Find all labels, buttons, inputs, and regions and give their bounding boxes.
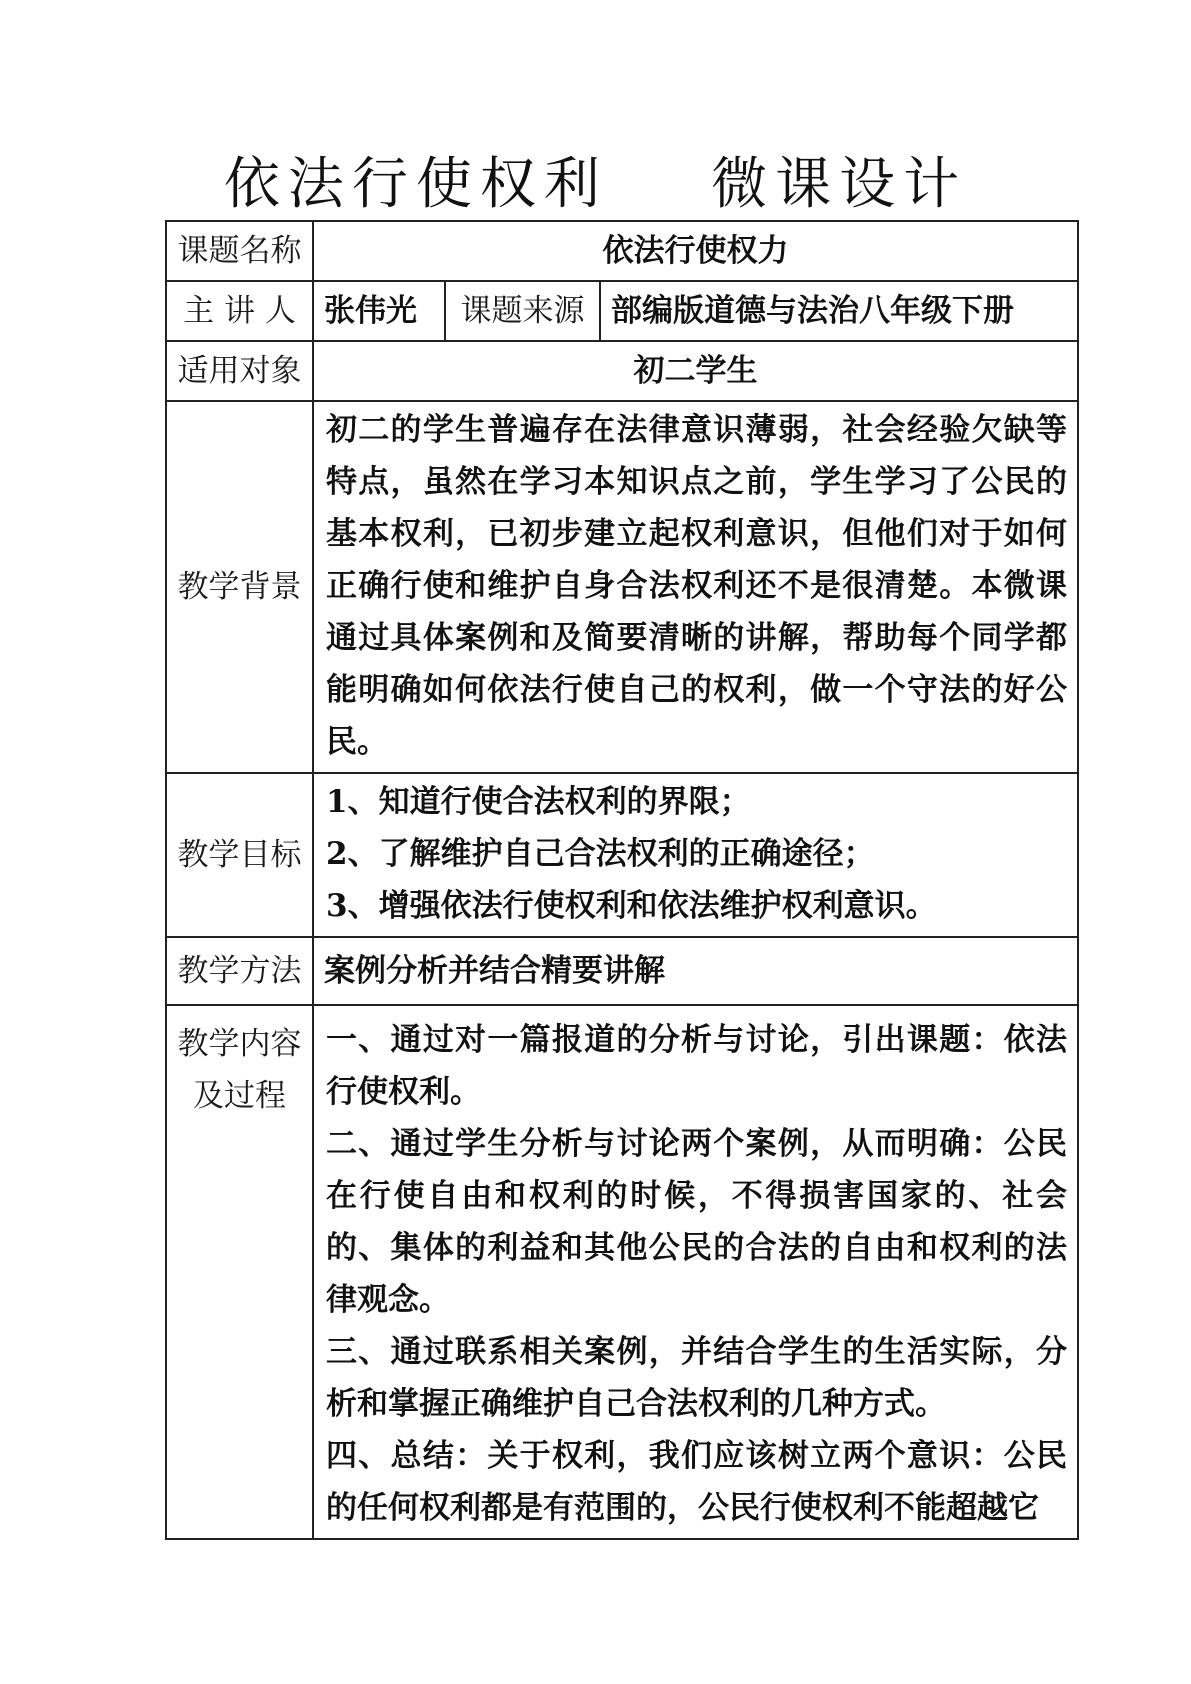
row-content bbox=[166, 1005, 1078, 1539]
lesson-design-table bbox=[165, 220, 1079, 1540]
page-title: 依法行使权利 微课设计 bbox=[223, 152, 968, 217]
row-goals bbox=[166, 773, 1078, 937]
content-steps bbox=[313, 1005, 1078, 1539]
lecturer-label: 主 讲 人 bbox=[166, 281, 313, 341]
row-background bbox=[166, 401, 1078, 773]
background-text: 初二的学生普遍存在法律意识薄弱，社会经验欠缺等特点，虽然在学习本知识点之前，学生学习了公民的基本权利，已初步建立起权利意识，但他们对于如何正确行使和维护自身合法权利还不是很清楚。本微课通过具体案例和及简要清晰的讲解，帮助每个同学都能明确如何依法行使自己的权利，做一个守法的好公民。 bbox=[313, 401, 1078, 773]
content-label bbox=[166, 1005, 313, 1539]
source-value: 部编版道德与法治八年级下册 bbox=[600, 281, 1078, 341]
row-lecturer bbox=[166, 281, 1078, 341]
row-method bbox=[166, 937, 1078, 1005]
goal-number: 1 bbox=[326, 784, 348, 820]
goal-number: 3 bbox=[326, 888, 348, 924]
content-step: 四、总结：关于权利，我们应该树立两个意识：公民的任何权利都是有范围的，公民行使权利不能超越它 bbox=[326, 1438, 1068, 1526]
row-course-name bbox=[166, 221, 1078, 281]
audience-label: 适用对象 bbox=[166, 341, 313, 401]
audience-value: 初二学生 bbox=[313, 341, 1078, 401]
method-value: 案例分析并结合精要讲解 bbox=[313, 937, 1078, 1005]
course-name-label: 课题名称 bbox=[166, 221, 313, 281]
goal-text: 、知道行使合法权利的界限； bbox=[347, 784, 751, 820]
method-label: 教学方法 bbox=[166, 937, 313, 1005]
content-step: 二、通过学生分析与讨论两个案例，从而明确：公民在行使自由和权利的时候，不得损害国家的、社会的、集体的利益和其他公民的合法的自由和权利的法律观念。 bbox=[326, 1126, 1068, 1318]
background-label: 教学背景 bbox=[166, 401, 313, 773]
goals-label: 教学目标 bbox=[166, 773, 313, 937]
goal-item bbox=[326, 880, 1067, 932]
goal-text: 、了解维护自己合法权利的正确途径； bbox=[347, 836, 875, 872]
content-step: 三、通过联系相关案例，并结合学生的生活实际，分析和掌握正确维护自己合法权利的几种方式。 bbox=[326, 1334, 1068, 1422]
content-label-line2: 及过程 bbox=[193, 1078, 286, 1114]
content-step: 一、通过对一篇报道的分析与讨论，引出课题：依法行使权利。 bbox=[326, 1022, 1068, 1110]
source-label: 课题来源 bbox=[445, 281, 600, 341]
row-audience bbox=[166, 341, 1078, 401]
goal-item bbox=[326, 776, 1067, 828]
goal-item bbox=[326, 828, 1067, 880]
goals-list bbox=[313, 773, 1078, 937]
content-label-line1: 教学内容 bbox=[177, 1026, 302, 1062]
goal-text: 、增强依法行使权利和依法维护权利意识。 bbox=[347, 888, 937, 924]
course-name-value: 依法行使权力 bbox=[313, 221, 1078, 281]
goal-number: 2 bbox=[326, 836, 348, 872]
lecturer-value: 张伟光 bbox=[313, 281, 445, 341]
